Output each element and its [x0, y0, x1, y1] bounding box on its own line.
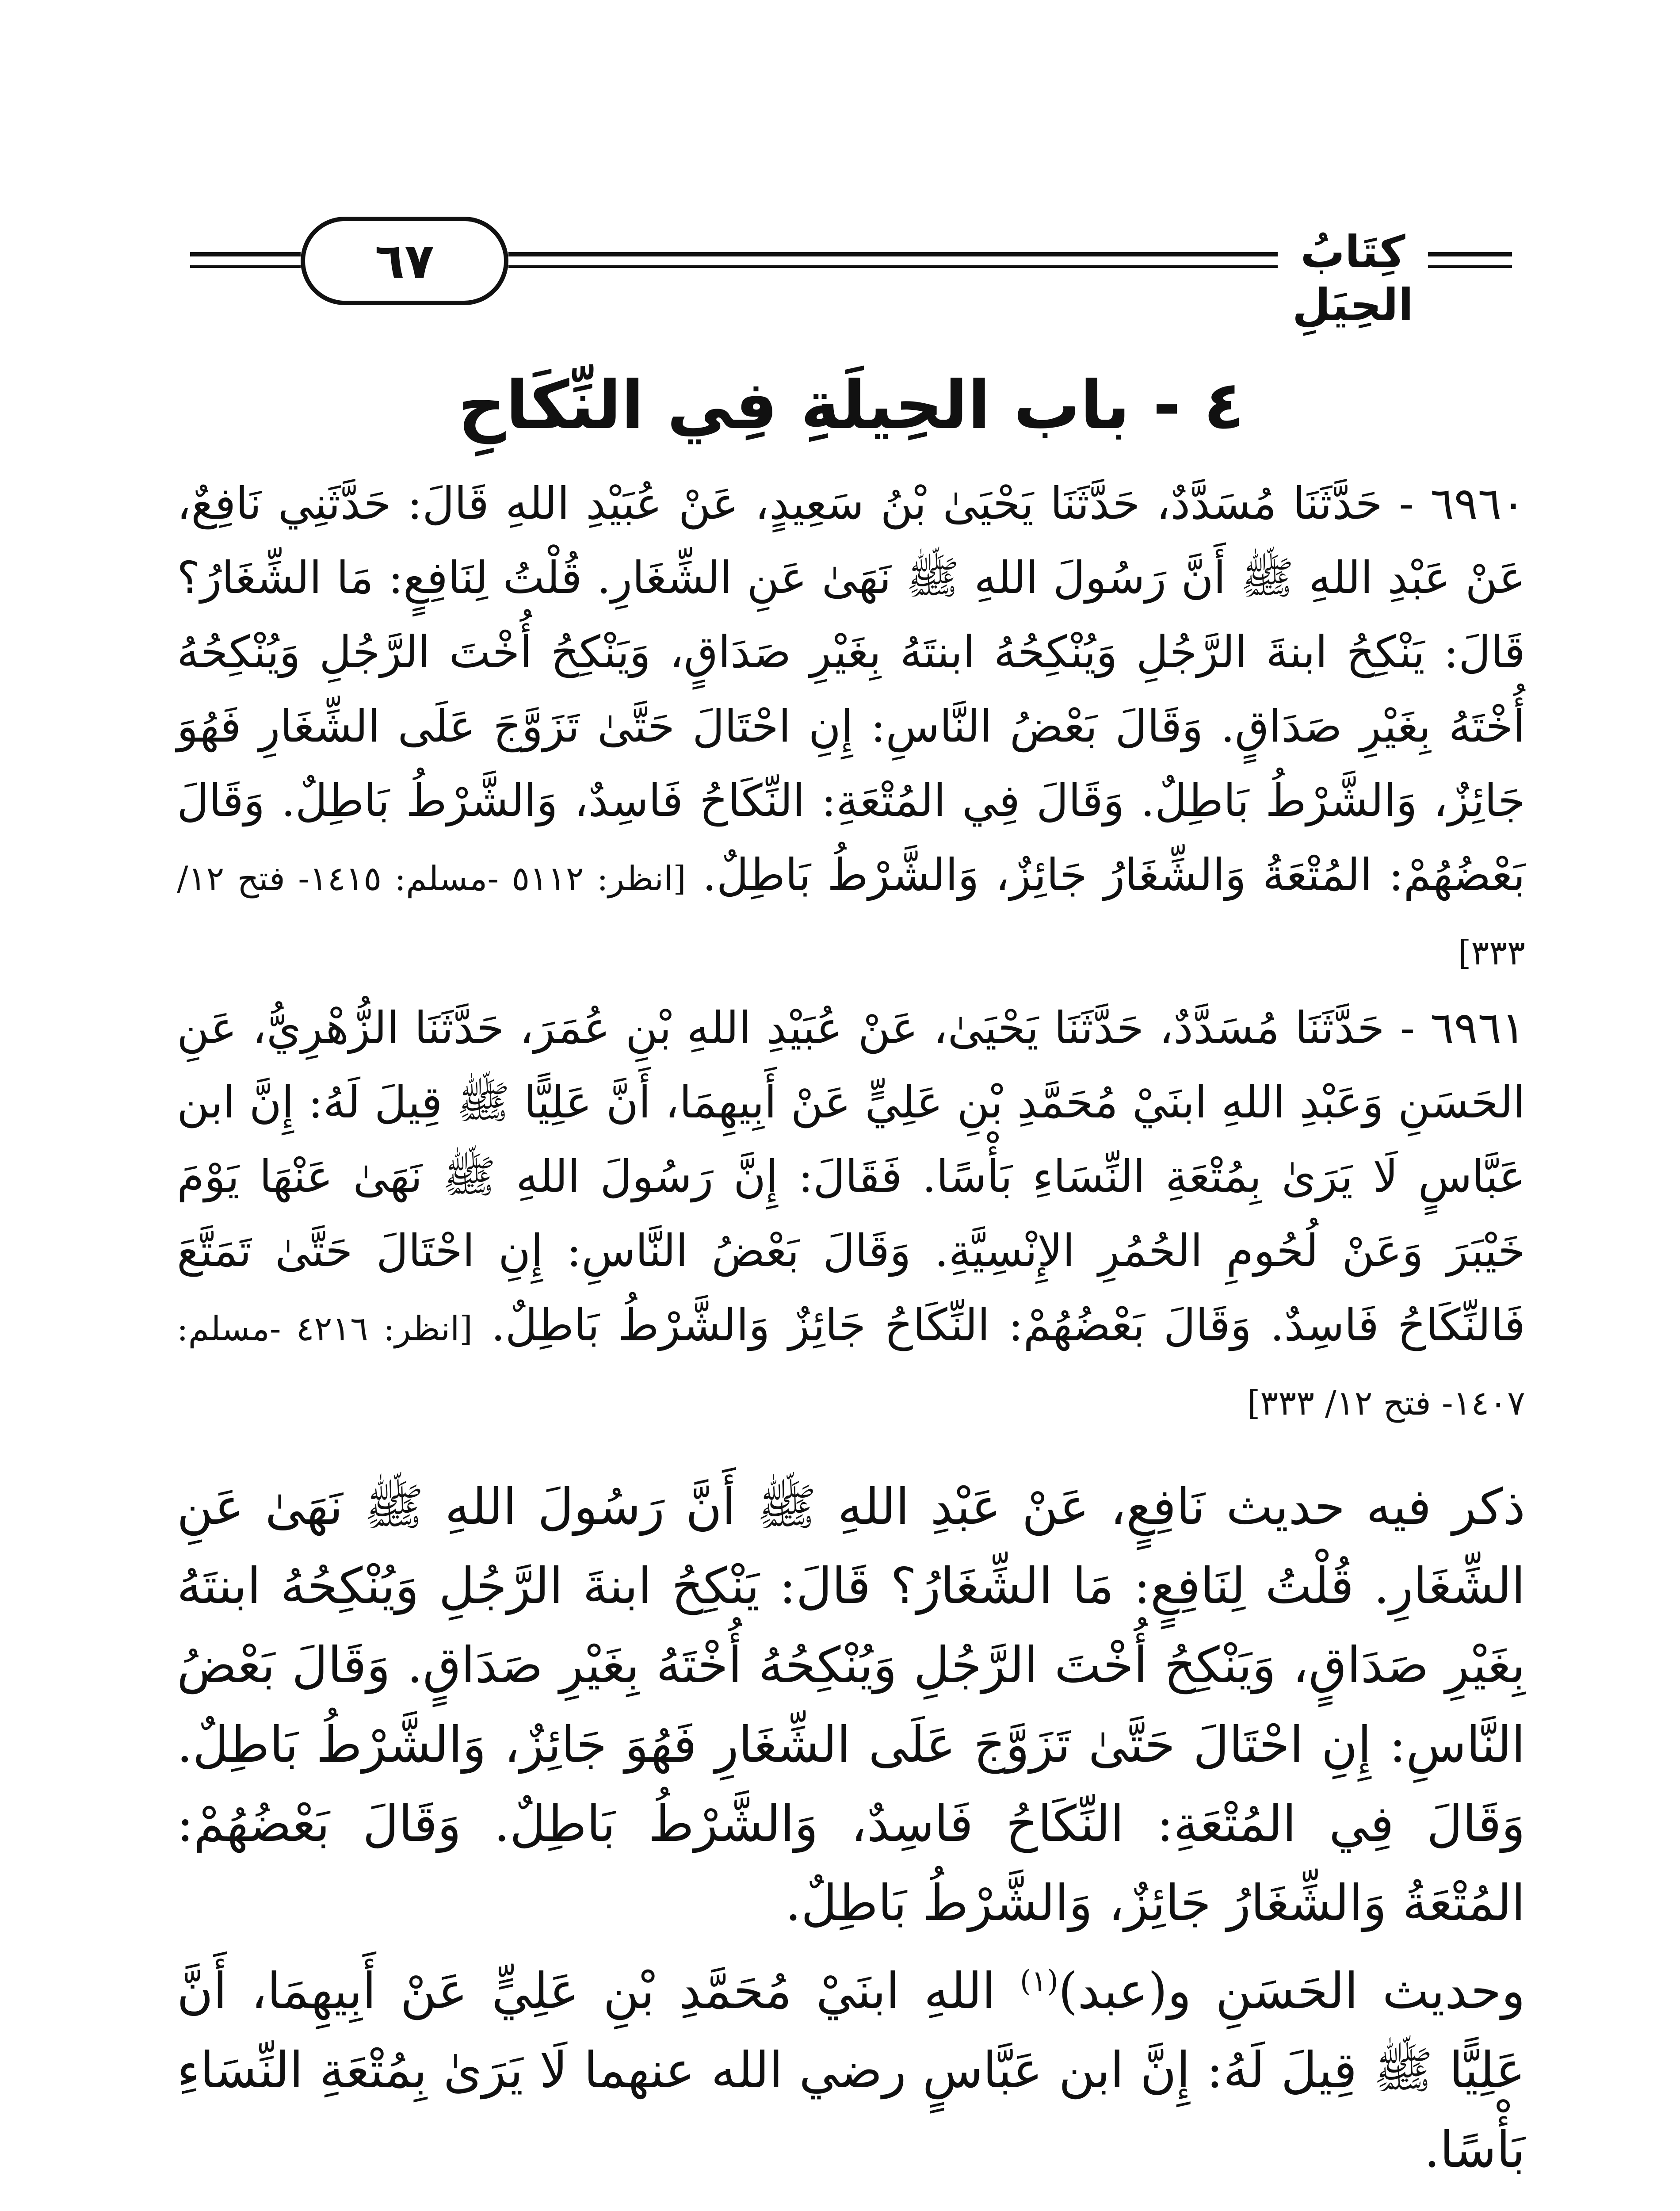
header-rule	[190, 252, 301, 256]
header-rule	[1428, 265, 1512, 268]
hadith-text: ٦٩٦١ - حَدَّثَنَا مُسَدَّدٌ، حَدَّثَنَا يَحْيَىٰ، عَنْ عُبَيْدِ اللهِ بْنِ عُمَرَ، حَدَّثَنَا الزُّهْرِيُّ، عَنِ الحَسَنِ وَعَبْدِ اللهِ ابنَيْ مُحَمَّدِ بْنِ عَلِيٍّ عَنْ أَبِيهِمَا، أَنَّ عَلِيًّا ﷺ قِيلَ لَهُ: إِنَّ ابن عَبَّاسٍ لَا يَرَىٰ بِمُتْعَةِ النِّسَاءِ بَأْسًا. فَقَالَ: إِنَّ رَسُولَ اللهِ ﷺ نَهَىٰ عَنْهَا يَوْمَ خَيْبَرَ وَعَنْ لُحُومِ الحُمُرِ الإِنْسِيَّةِ. وَقَالَ بَعْضُ النَّاسِ: إِنِ احْتَالَ حَتَّىٰ تَمَتَّعَ فَالنِّكَاحُ فَاسِدٌ. وَقَالَ بَعْضُهُمْ: النِّكَاحُ جَائِزٌ وَالشَّرْطُ بَاطِلٌ.	[177, 1002, 1525, 1351]
commentary	[177, 1468, 1525, 2190]
running-title: كِتَابُ الحِيَلِ	[1292, 226, 1413, 331]
main-text	[177, 363, 1525, 2190]
hadith-6960	[177, 467, 1525, 987]
chapter-title: ٤ - باب الحِيلَةِ فِي النِّكَاحِ	[458, 367, 1245, 444]
header-rule	[190, 265, 301, 268]
hadith-6961	[177, 991, 1525, 1437]
page-number: ٦٧	[374, 233, 435, 289]
commentary-paragraph	[177, 1952, 1525, 2190]
commentary-text: اللهِ ابنَيْ مُحَمَّدِ بْنِ عَلِيٍّ عَنْ أَبِيهِمَا، أَنَّ عَلِيًّا ﷺ قِيلَ لَهُ: إِنَّ ابن عَبَّاسٍ رضي الله عنهما لَا يَرَىٰ بِمُتْعَةِ النِّسَاءِ بَأْسًا.	[177, 1962, 1525, 2179]
header-rule	[508, 252, 1278, 256]
hadith-reference: [انظر: ٤٢١٦ -مسلم: ١٤٠٧- فتح ١٢/ ٣٣٣]	[177, 1309, 1525, 1423]
commentary-text: وحديث الحَسَنِ و(عبد)	[1058, 1962, 1526, 2020]
hadith-text: ٦٩٦٠ - حَدَّثَنَا مُسَدَّدٌ، حَدَّثَنَا يَحْيَىٰ بْنُ سَعِيدٍ، عَنْ عُبَيْدِ اللهِ قَالَ: حَدَّثَنِي نَافِعٌ، عَنْ عَبْدِ اللهِ ﷺ أَنَّ رَسُولَ اللهِ ﷺ نَهَىٰ عَنِ الشِّغَارِ. قُلْتُ لِنَافِعٍ: مَا الشِّغَارُ؟ قَالَ: يَنْكِحُ ابنةَ الرَّجُلِ وَيُنْكِحُهُ ابنتَهُ بِغَيْرِ صَدَاقٍ، وَيَنْكِحُ أُخْتَ الرَّجُلِ وَيُنْكِحُهُ أُخْتَهُ بِغَيْرِ صَدَاقٍ. وَقَالَ بَعْضُ النَّاسِ: إِنِ احْتَالَ حَتَّىٰ تَزَوَّجَ عَلَى الشِّغَارِ فَهُوَ جَائِزٌ، وَالشَّرْطُ بَاطِلٌ. وَقَالَ فِي المُتْعَةِ: النِّكَاحُ فَاسِدٌ، وَالشَّرْطُ بَاطِلٌ. وَقَالَ بَعْضُهُمْ: المُتْعَةُ وَالشِّغَارُ جَائِزٌ، وَالشَّرْطُ بَاطِلٌ.	[177, 478, 1525, 901]
header-rule	[508, 265, 1278, 268]
page-number-frame	[301, 217, 508, 305]
footnote-marker[interactable]: (١)	[1019, 1964, 1058, 1998]
hadith-reference: [انظر: ٥١١٢ -مسلم: ١٤١٥- فتح ١٢/ ٣٣٣]	[177, 859, 1525, 972]
header-rule	[1428, 252, 1512, 256]
commentary-paragraph: ذكر فيه حديث نَافِعٍ، عَنْ عَبْدِ اللهِ ﷺ أَنَّ رَسُولَ اللهِ ﷺ نَهَىٰ عَنِ الشِّغَارِ. قُلْتُ لِنَافِعٍ: مَا الشِّغَارُ؟ قَالَ: يَنْكِحُ ابنةَ الرَّجُلِ وَيُنْكِحُهُ ابنتَهُ بِغَيْرِ صَدَاقٍ، وَيَنْكِحُ أُخْتَ الرَّجُلِ وَيُنْكِحُهُ أُخْتَهُ بِغَيْرِ صَدَاقٍ. وَقَالَ بَعْضُ النَّاسِ: إِنِ احْتَالَ حَتَّىٰ تَزَوَّجَ عَلَى الشِّغَارِ فَهُوَ جَائِزٌ، وَالشَّرْطُ بَاطِلٌ. وَقَالَ فِي المُتْعَةِ: النِّكَاحُ فَاسِدٌ، وَالشَّرْطُ بَاطِلٌ. وَقَالَ بَعْضُهُمْ: المُتْعَةُ وَالشِّغَارُ جَائِزٌ، وَالشَّرْطُ بَاطِلٌ.	[177, 1478, 1525, 1932]
page-header	[190, 208, 1512, 331]
